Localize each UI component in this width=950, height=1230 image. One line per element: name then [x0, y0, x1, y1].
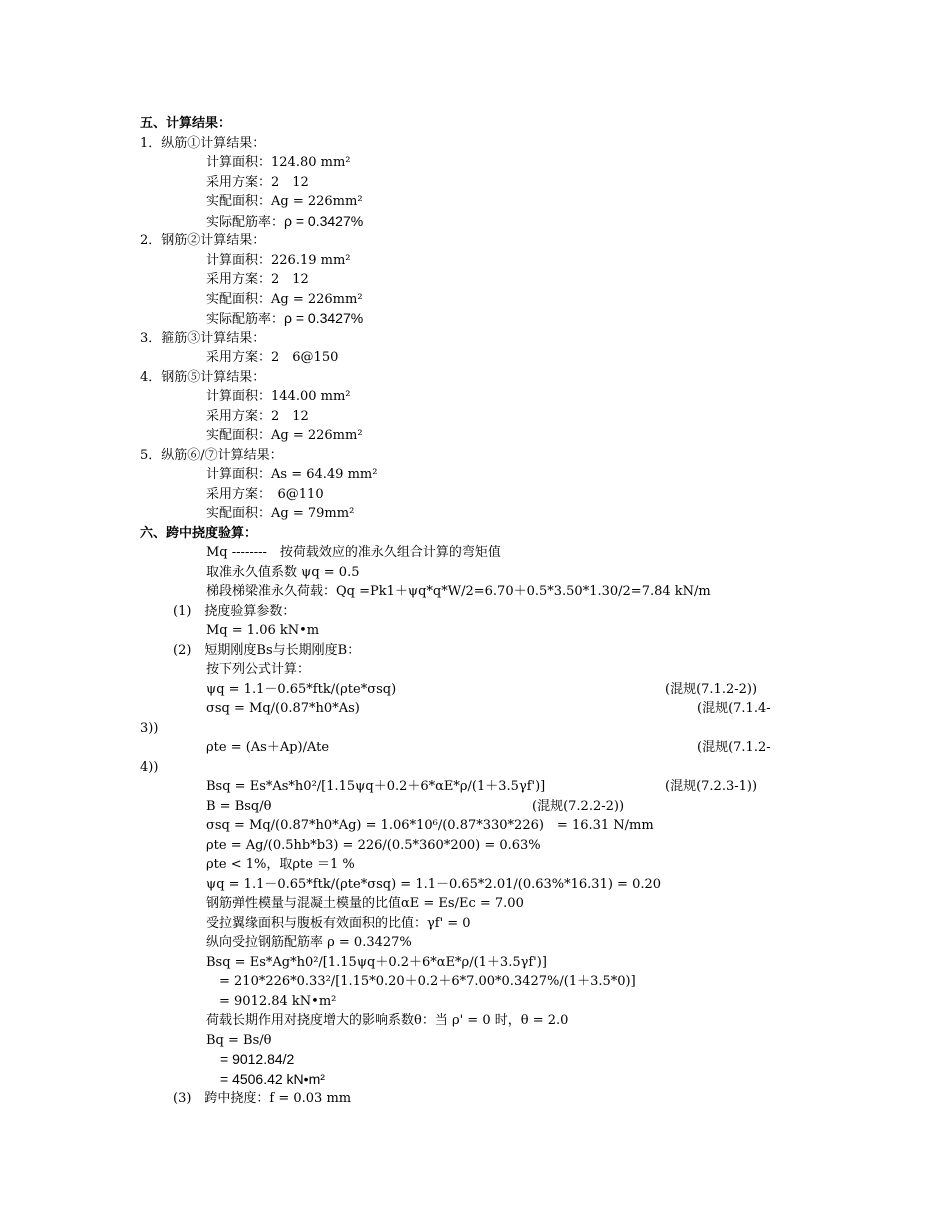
formula-rho-te	[140, 738, 820, 758]
calc-theta: 荷载长期作用对挠度增大的影响系数θ：当 ρ' = 0 时，θ = 2.0	[206, 1013, 569, 1028]
formula-ref-continuation: 4))	[140, 759, 159, 775]
calc-bsq-substitution: = 210*226*0.33²/[1.15*0.20＋0.2＋6*7.00*0.3427%/(1＋3.5*0)]	[206, 974, 636, 989]
formula-ref: (混规(7.1.2-2))	[665, 681, 758, 697]
calc-bsq-result: = 9012.84 kN•m²	[206, 993, 337, 1009]
item3-label: 3．箍筋③计算结果：	[140, 330, 266, 346]
formula-ref: (混规(7.1.4-	[697, 701, 771, 716]
formula-text: Bsq = Es*As*h0²/[1.15ψq＋0.2＋6*αE*ρ/(1＋3.5γf')]	[206, 779, 546, 794]
formula-text: ρte = (As＋Ap)/Ate	[206, 740, 330, 755]
item2-scheme: 采用方案：2 12	[206, 272, 309, 287]
formula-ref-continuation: 3))	[140, 720, 159, 736]
formula-text: σsq = Mq/(0.87*h0*As)	[206, 701, 360, 716]
item1-actual-area: 实配面积：Ag = 226mm²	[206, 194, 363, 209]
step1-mq: Mq = 1.06 kN•m	[206, 623, 320, 638]
item5-scheme: 采用方案： 6@110	[206, 486, 324, 502]
formula-b	[140, 797, 820, 817]
formula-text: B = Bsq/θ	[206, 798, 272, 814]
item1-scheme: 采用方案：2 12	[206, 174, 309, 190]
step2-label: (2) 短期刚度Bs与长期刚度B：	[173, 642, 361, 658]
item2-label: 2．钢筋②计算结果：	[140, 233, 266, 248]
formula-ref: (混规(7.2.2-2))	[532, 798, 625, 814]
item1-ratio-value: ρ = 0.3427%	[284, 212, 364, 229]
item4-label: 4．钢筋⑤计算结果：	[140, 369, 266, 385]
item2-actual-area: 实配面积：Ag = 226mm²	[206, 291, 363, 307]
formula-ref: (混规(7.2.3-1))	[665, 779, 758, 794]
item5-area: 计算面积：As = 64.49 mm²	[206, 467, 378, 482]
calc-psi-q: ψq = 1.1－0.65*ftk/(ρte*σsq) = 1.1－0.65*2.01/(0.63%*16.31) = 0.20	[206, 876, 662, 892]
item2-area: 计算面积：226.19 mm²	[206, 252, 351, 268]
calc-bq-result: = 4506.42 kN•m²	[206, 1070, 325, 1087]
calc-gamma-f: 受拉翼缘面积与腹板有效面积的比值：γf' = 0	[206, 915, 471, 931]
item2-ratio-line	[140, 309, 820, 329]
item1-area: 计算面积：124.80 mm²	[206, 155, 351, 170]
item4-area: 计算面积：144.00 mm²	[206, 389, 351, 404]
item1-ratio-line	[140, 212, 820, 232]
psi-q-coefficient: 取准永久值系数 ψq = 0.5	[206, 564, 360, 580]
calc-alpha-e: 钢筋弹性模量与混凝土模量的比值αE = Es/Ec = 7.00	[206, 896, 524, 911]
mq-definition: Mq -------- 按荷载效应的准永久组合计算的弯矩值	[206, 545, 501, 560]
formula-bsq	[140, 777, 820, 797]
item4-scheme: 采用方案：2 12	[206, 408, 309, 424]
step3-deflection: (3) 跨中挠度：f = 0.03 mm	[173, 1091, 352, 1106]
item5-actual-area: 实配面积：Ag = 79mm²	[206, 506, 355, 521]
calc-sigma-sq: σsq = Mq/(0.87*h0*Ag) = 1.06*10⁶/(0.87*330*226) = 16.31 N/mm	[206, 818, 654, 833]
formula-ref: (混规(7.1.2-	[697, 740, 771, 755]
calc-rho: 纵向受拉钢筋配筋率 ρ = 0.3427%	[206, 935, 412, 950]
item5-label: 5．纵筋⑥/⑦计算结果：	[140, 447, 283, 463]
calc-rho-te-min: ρte < 1%，取ρte ＝1 %	[206, 857, 355, 872]
section5-title: 五、计算结果：	[140, 116, 232, 131]
formula-psi-q	[140, 680, 820, 700]
section6-title: 六、跨中挠度验算：	[140, 525, 258, 541]
quasi-permanent-load: 梯段梯梁准永久荷载：Qq =Pk1＋ψq*q*W/2=6.70＋0.5*3.50*1.30/2=7.84 kN/m	[206, 584, 711, 599]
step2-intro: 按下列公式计算：	[206, 662, 311, 677]
step1-label: (1) 挠度验算参数：	[173, 603, 296, 619]
formula-text: ψq = 1.1－0.65*ftk/(ρte*σsq)	[206, 681, 397, 697]
calc-bq-formula: Bq = Bs/θ	[206, 1032, 272, 1048]
item2-ratio-value: ρ = 0.3427%	[284, 310, 364, 326]
item3-scheme: 采用方案：2 6@150	[206, 350, 339, 365]
calc-rho-te: ρte = Ag/(0.5hb*b3) = 226/(0.5*360*200) = 0.63%	[206, 837, 541, 853]
calc-bq-substitution: = 9012.84/2	[206, 1051, 295, 1067]
item1-label: 1．纵筋①计算结果：	[140, 135, 266, 151]
item1-ratio-label: 实际配筋率：	[206, 214, 285, 230]
formula-sigma-sq	[140, 699, 820, 719]
item4-actual-area: 实配面积：Ag = 226mm²	[206, 428, 363, 443]
item2-ratio-label: 实际配筋率：	[206, 312, 285, 327]
calc-bsq-formula: Bsq = Es*Ag*h0²/[1.15ψq＋0.2＋6*αE*ρ/(1＋3.5γf')]	[206, 954, 547, 970]
document-body	[140, 114, 820, 1109]
